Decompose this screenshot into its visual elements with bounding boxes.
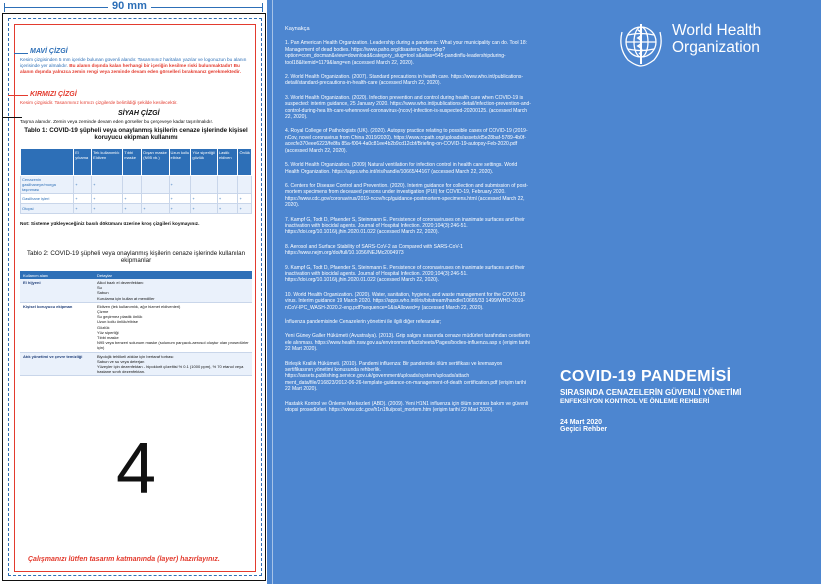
table2-caption: Tablo 2: COVID-19 şüpheli veya onaylanmış kişilerin cenaze işlerinde kullanılan ekipmanlar (26, 250, 246, 264)
page-number: 4 (116, 429, 157, 509)
detail-line: Biyolojik tehlikeli atıklar için bertaraf torbası (97, 353, 174, 359)
detail-line: Sabun (97, 290, 109, 296)
table2-header: Kullanım alanı (20, 271, 94, 279)
dimension-tick-right (262, 3, 263, 12)
reference-item: Birleşik Krallık Hükümeti. (2010). Pandemi influenza: Bir pandemide ölüm sertifikası ve kremasyon sertifikasının yönetimi konusunda rehberlik. https://assets.publishing.service.gov.uk/government/uploads/system/uploads/attach ment_data/file/216823/2012-06-26-template-guidance-on-management-of-death certification.pdf (erişim tarihi 22 Mart 2020). (285, 360, 526, 393)
table1-header: Dışarı maske (N95 vb.) (142, 149, 169, 176)
table1-caption: Tablo 1: COVID-19 şüpheli veya onaylanmış kişilerin cenaze işlerinde kişisel koruyucu ekipman kullanımı (24, 127, 248, 141)
table1-cell: Gasilhane işleri (21, 194, 74, 204)
table1-cell (142, 176, 169, 194)
table2 (20, 271, 252, 376)
table1-header-row (21, 149, 252, 176)
table1-cell: Cenazenin gasilhaneye/morga taşınması (21, 176, 74, 194)
table2-details (94, 352, 252, 376)
black-line-text: Taşma alanıdır. Zemin veya zeminde devam eden görseller bu çerçeveye kadar taşırılmalıdır. (20, 119, 214, 124)
blue-line-text-bold: Bu alanın dışında kalan herhangi bir içeriğin kesilme riski bulunmaktadır! Bu alanın dışında yalnızca zemin rengi veya zeminde devam eden görselleri bırakmanız gerekmektedir. (20, 63, 241, 74)
reference-item: 4. Royal College of Pathologists (UK). (2020). Autopsy practice relating to possible cases of COVID-19 (2019-nCov, novel coronavirus from China 2019/2020). https://www.rcpath.org/uploads/assets/d5e28baf-5789-4b0f-acecfe370eee6223/fe8fa 85a-f004-4a0c81ee4b2b9cd12cbf/Briefing-on-COVID-19-autopsy-Feb-2020.pdf (accessed March 22, 2020). (285, 128, 528, 154)
table-row (21, 204, 252, 214)
table1-cell: + (74, 176, 92, 194)
who-wordmark (672, 22, 761, 56)
table1-header: El yıkama (74, 149, 92, 176)
detail-line: Yüzeyler için dezenfektan - hipoklorit çözeltisi % 0.1 (1000 ppm), % 70 etanol veya hastane sınıfı dezenfektan. (97, 364, 244, 375)
table2-label: Atık yönetimi ve çevre temizliği (20, 352, 94, 376)
table-row (21, 194, 252, 204)
table1-header: Önlük (238, 149, 252, 176)
blue-line-title: MAVİ ÇİZGİ (30, 48, 68, 55)
reference-item: 5. World Health Organization. (2009) Natural ventilation for infection control in health care settings. World Health Organization. https://apps.who.int/iris/handle/10665/44167 (accessed March 22, 2020). (285, 162, 518, 175)
table1-cell: + (169, 194, 191, 204)
who-name-line1: World Health (672, 22, 762, 39)
table1-cell: + (92, 194, 123, 204)
table1-cell (217, 176, 238, 194)
table1-cell (123, 176, 142, 194)
cover-title: COVID-19 PANDEMİSİ (560, 368, 732, 385)
table-row (20, 302, 252, 352)
table1-cell: + (92, 204, 123, 214)
detail-line: Uzun kollu önlük/elbise (97, 319, 138, 325)
reference-item: 10. World Health Organization. (2020). Water, sanitation, hygiene, and waste management for the COVID-19 virus. Interim guidance 19 March 2020. https://apps.who.int/iris/bitstream/handle/10665/33 1499/WHO-2019-nCoV-IPC_WASH-2020.2-eng.pdf?sequence=1&isAllowed=y (accessed March 22, 2020). (285, 291, 526, 311)
detail-line: Su geçirmez plastik önlük (97, 314, 143, 320)
dimension-label: 90 mm (108, 0, 151, 12)
fold-line (272, 0, 273, 584)
blue-arrow (14, 53, 28, 54)
blue-line-text (20, 57, 252, 75)
black-line-title: SİYAH ÇİZGİ (118, 110, 160, 117)
table1-cell (191, 176, 217, 194)
reference-item: 8. Aerosol and Surface Stability of SARS-CoV-2 as Compared with SARS-CoV-1 https://www.nejm.org/doi/full/10.1056/NEJMc2004973 (285, 243, 463, 257)
cover-date: 24 Mart 2020 (560, 419, 603, 426)
detail-line: Çizme (97, 309, 109, 315)
detail-line: Sabun ve su veya deterjan (97, 358, 145, 364)
reference-item: Hastalık Kontrol ve Önleme Merkezleri (ABD). (2009). Yeni H1N1 influenza için ölüm sonrası bakım ve güvenli otopsi prosedürleri. https://www.cdc.gov/h1n1flu/post_mortem.htm (erişim tarihi 22 Mart 2020). (285, 400, 529, 414)
black-arrow (2, 117, 22, 118)
table1-cell: + (123, 194, 142, 204)
table1-cell: + (238, 194, 252, 204)
table1-cell: + (217, 204, 238, 214)
table-row (21, 176, 252, 194)
table1-cell: + (92, 176, 123, 194)
reference-item: 7. Kampf G, Todt D, Pfaender S, Steinmann E. Persistence of coronaviruses on inanimate surfaces and their inactivation with biocidal agents. Journal of Hospital Infection. 2020;104(3):246-51. https://doi.org/10.1016/j.jhin.2020.01.022 (accessed March 22, 2020). (285, 216, 525, 236)
table1-header: Tek kullanımlık Eldiven (92, 149, 123, 176)
table-row (20, 352, 252, 376)
red-line-text: Kesim çizgisidir. Tasarımınız kırmızı çizgilerde belirtildiği şekilde kesilecektir. (20, 100, 178, 105)
note-text: Not: Sisteme yükleyeceğiniz basılı dökümanı üzerine kroş çizgileri koymayınız. (20, 222, 200, 227)
table1-cell: + (191, 194, 217, 204)
table1-cell: + (142, 204, 169, 214)
table1-cell: + (238, 204, 252, 214)
table-row (20, 279, 252, 302)
table1-header (21, 149, 74, 176)
table1-header: Lastik eldiven (217, 149, 238, 176)
table1-header: Tıbbi maske (123, 149, 142, 176)
table1 (20, 148, 252, 214)
reference-item: Yeni Güney Galler Hükümeti (Avustralya). (2013). Grip salgını sırasında cenaze müdürleri tarafından cesetlerin ele alınması. https://www.health.nsw.gov.au/environment/factsheets/Pages/bodies-influenza.asp x (erişim tarihi 22 Mart 2020). (285, 333, 530, 353)
table2-header-row (20, 271, 252, 279)
table2-header: Detaylar (94, 271, 252, 279)
cover-subtitle-2: ENFEKSİYON KONTROL VE ÖNLEME REHBERİ (560, 398, 710, 405)
reference-item: 9. Kampf G, Todt D, Pfaender S, Steinmann E. Persistence of coronaviruses on inanimate surfaces and their inactivation with biocidal agents. Journal of Hospital Infection. 2020;104(3):246-51. https://doi.org/10.1016/j.jhin.2020.01.022 (accessed March 22, 2020). (285, 264, 525, 284)
layer-warning: Çalışmanızı lütfen tasarım katmanında (layer) hazırlayınız. (28, 556, 220, 563)
table1-cell: + (74, 194, 92, 204)
cover-subtitle: SIRASINDA CENAZELERİN GÜVENLİ YÖNETİMİ (560, 388, 742, 397)
cover-title-block (560, 368, 810, 433)
blue-line-text-normal: Kesim çizgisinden 5 mm içeride bulunan güvenli alandır. Tasarımınız haritaları yazılar ve logonuzun bu alanın içerisinde yer almalıdır. (20, 57, 247, 68)
table1-cell: + (169, 204, 191, 214)
table1-cell: + (74, 204, 92, 214)
detail-line: Eldiven (tek kullanımlık, ağır hizmet eldivenleri) (97, 303, 181, 309)
table1-cell: + (123, 204, 142, 214)
detail-line: Kurulama için kullan at mendiller (97, 295, 155, 301)
who-emblem-icon (614, 20, 668, 68)
table1-header: Yüz siperliği/ gözlük (191, 149, 217, 176)
table1-cell: Otopsi (21, 204, 74, 214)
cover-doc-type: Geçici Rehber (560, 426, 608, 433)
table1-header: Uzun kollu elbise (169, 149, 191, 176)
table2-label: El hijyeni (20, 279, 94, 302)
detail-line: Su (97, 285, 102, 291)
table1-cell (142, 194, 169, 204)
table2-details (94, 302, 252, 352)
table2-details (94, 279, 252, 302)
detail-line: Alkol bazlı el dezenfektanı (97, 280, 144, 285)
detail-line: Gözlük (97, 324, 110, 330)
table1-cell: + (169, 176, 191, 194)
reference-item: 6. Centers for Disease Control and Prevention. (2020). Interim guidance for collection and submission of post-mortem specimens from deceased persons under investigation (PUI) for COVID-19, February 2020. https://www.cdc.gov/coronavirus/2019-ncov/hcp/guidance-postmortem-specimens.html (accessed March 22, 2020). (285, 182, 528, 209)
who-name-line2: Organization (672, 39, 760, 56)
reference-item: 1. Pan American Health Organization. Leadership during a pandemic: What your municipality can do. Tool 18: Management of dead bodies. https://www.paho.org/disasters/index.php?option=com_docman&view=download&category_slug=tool s&alias=545-pandinflu-leadershipduring-tool18&Itemid=1179&lang=en (accessed March 22, 2020). (285, 40, 527, 66)
table1-cell (238, 176, 252, 194)
reference-item: 3. World Health Organization. (2020). Infection prevention and control during health care when COVID-19 is suspected: interim guidance, 25 January 2020. https://www.who.int/publications-detail/infection-prevention-and-control-during-hea lth-care-whennovel-coronavirus-(ncov)-infection-is-suspected-20200125. (accessed March 22, 2020). (285, 94, 531, 121)
references-heading: Kaynakça (285, 26, 310, 32)
references-column (285, 26, 531, 421)
reference-item: İnfluenza pandemisinde Cenazelerin yönetimi ile ilgili diğer referanslar; (285, 319, 442, 325)
detail-line: Tıbbi maske (97, 335, 119, 341)
table2-label: Kişisel koruyucu ekipman (20, 302, 94, 352)
detail-line: N95 veya benzeri solunum maske (solunum parçacık-aerosol oluştur olan prosedürler için) (97, 340, 249, 351)
red-line-title: KIRMIZI ÇİZGİ (30, 91, 77, 98)
detail-line: Yüz siperliği (97, 329, 119, 335)
table1-cell: + (191, 204, 217, 214)
table1-cell: + (217, 194, 238, 204)
reference-item: 2. World Health Organization. (2007). Standard precautions in health care. https://www.who.int/publications-detail/standard-precautions-in-health-care (accessed March 22, 2020). (285, 74, 524, 87)
red-arrow (8, 95, 28, 96)
